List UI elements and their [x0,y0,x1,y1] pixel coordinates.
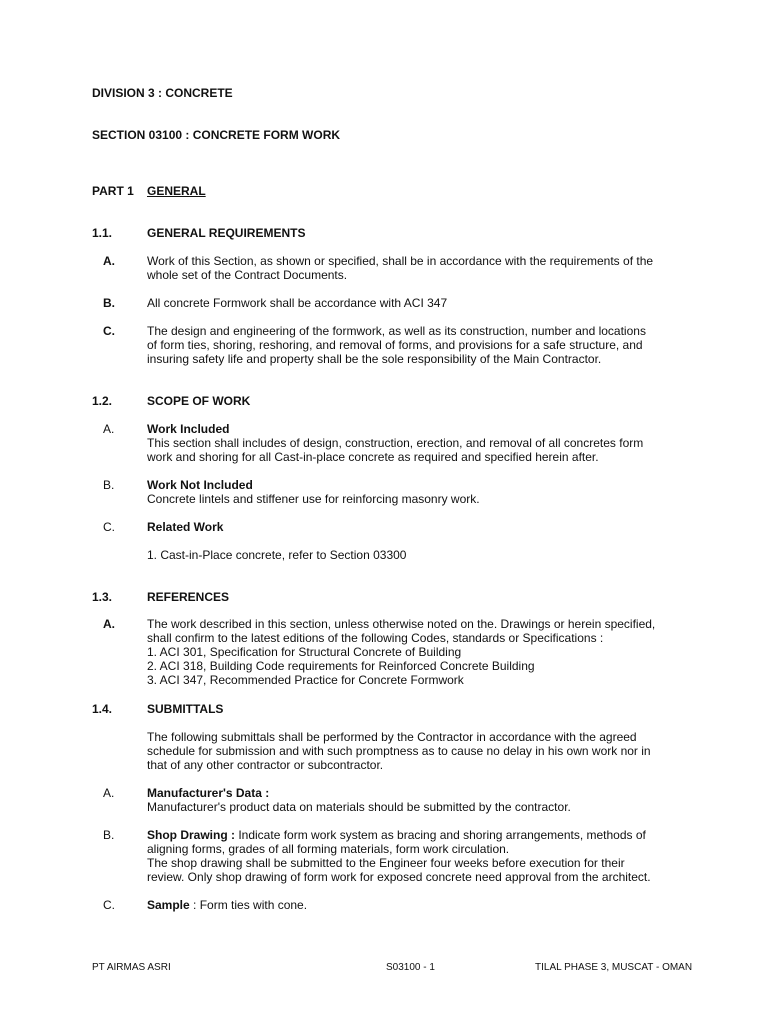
item-label: B. [103,828,115,842]
section-title-1-1: GENERAL REQUIREMENTS [147,226,306,240]
item-label: A. [103,254,115,268]
related-work-list: 1. Cast-in-Place concrete, refer to Section 03300 [147,548,407,562]
item-heading: Manufacturer's Data : [147,786,270,800]
item-text: Manufacturer's Data : Manufacturer's product data on materials should be submitted by the contractor. [147,786,695,814]
section-number-1-1: 1.1. [92,226,113,240]
footer-company: PT AIRMAS ASRI [92,962,171,973]
section-title-1-4: SUBMITTALS [147,702,224,716]
item-label: C. [103,324,115,338]
item-label: B. [103,296,115,310]
section-number-1-4: 1.4. [92,702,113,716]
item-heading: Work Not Included [147,478,253,492]
item-label: C. [103,898,115,912]
division-heading: DIVISION 3 : CONCRETE [92,86,233,100]
item-text: Work Included This section shall includes of design, construction, erection, and removal of all concretes form work and shoring for all Cast-in-place concrete as required and specified herein after. [147,422,695,464]
item-text: All concrete Formwork shall be accordance with ACI 347 [147,296,448,310]
footer-project: TILAL PHASE 3, MUSCAT - OMAN [535,962,693,973]
section-heading: SECTION 03100 : CONCRETE FORM WORK [92,128,341,142]
item-label: C. [103,520,115,534]
section-title-1-2: SCOPE OF WORK [147,394,251,408]
item-heading: Related Work [147,520,224,534]
item-heading: Shop Drawing : [147,828,235,842]
part-number: PART 1 [92,184,134,198]
item-text: The design and engineering of the formwork, as well as its construction, number and locations of form ties, shoring, reshoring, and removal of forms, and provisions for a safe structure, and insuring safety life and property shall be the sole responsibility of the Main Contractor. [147,324,646,366]
item-text [147,520,695,534]
section-number-1-2: 1.2. [92,394,113,408]
item-text: Shop Drawing : Indicate form work system as bracing and shoring arrangements, methods of aligning forms, grades of all forming materials, form work circulation. The shop drawing shall be submitted to the Engineer four weeks before execution for their review. Only shop drawing of form work for exposed concrete need approval from the architect. [147,828,651,884]
item-text: Work Not Included Concrete lintels and stiffener use for reinforcing masonry work. [147,478,695,506]
item-heading: Sample [147,898,190,912]
footer-page-number: S03100 - 1 [386,962,435,973]
item-text: Sample : Form ties with cone. [147,898,308,912]
item-label: B. [103,478,115,492]
item-label: A. [103,422,115,436]
item-heading: Work Included [147,422,230,436]
item-label: A. [103,786,115,800]
section-number-1-3: 1.3. [92,590,113,604]
section-title-1-3: REFERENCES [147,590,230,604]
item-text: Work of this Section, as shown or specified, shall be in accordance with the requirements of the whole set of the Contract Documents. [147,254,654,282]
references-text: The work described in this section, unless otherwise noted on the. Drawings or herein specified, shall confirm to the latest editions of the following Codes, standards or Specifications : 1. ACI 301, Specification for Structural Concrete of Building 2. ACI 318, Building Code requirements for Reinforced Concrete Building 3. ACI 347, Recommended Practice for Concrete Formwork [147,617,656,687]
part-title: GENERAL [147,184,206,198]
submittals-intro: The following submittals shall be performed by the Contractor in accordance with the agreed schedule for submission and with such promptness as to cause no delay in his own work nor in that of any other contractor or subcontractor. [147,730,651,772]
item-label: A. [103,617,115,631]
